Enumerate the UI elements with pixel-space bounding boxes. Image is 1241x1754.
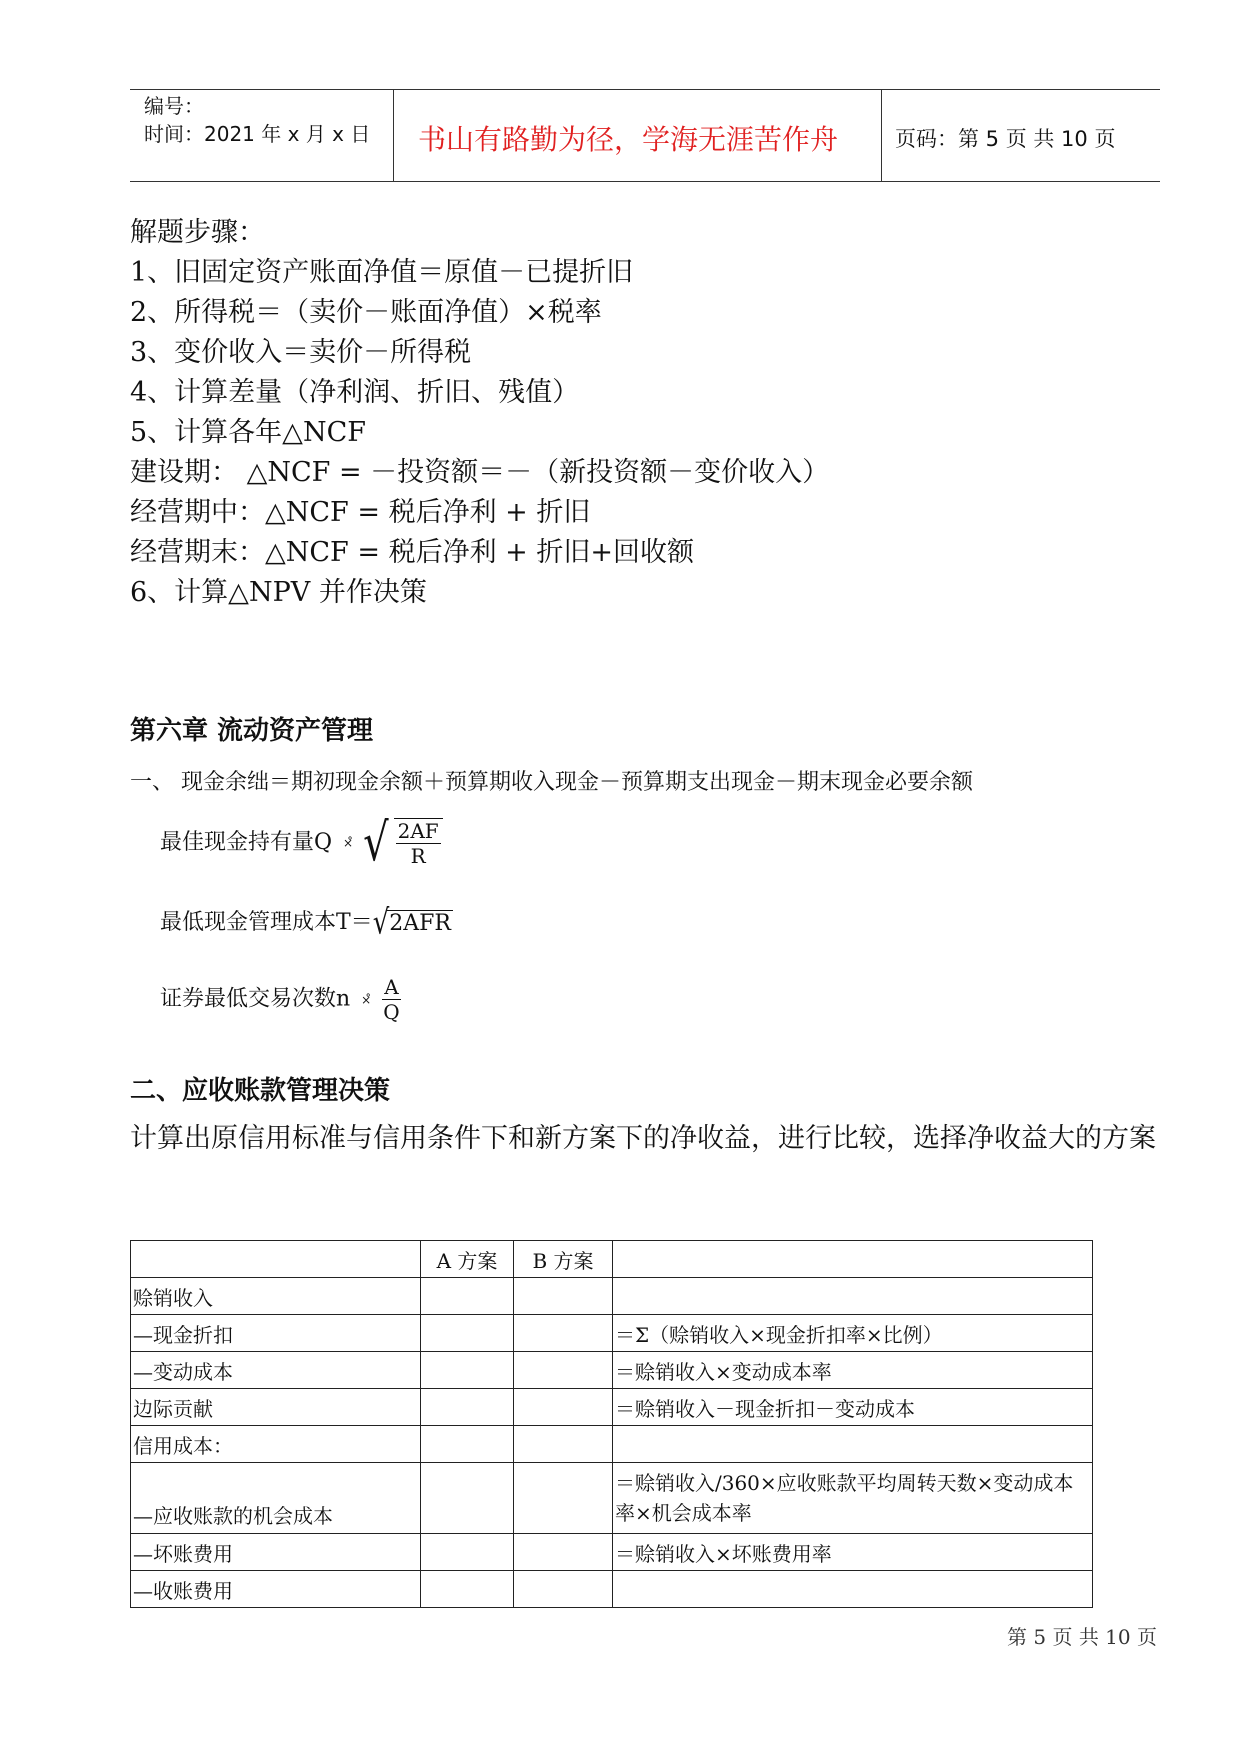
header-cell: B 方案 [514,1241,613,1278]
header-page-number: 页码：第 5 页 共 10 页 [895,127,1116,151]
step-line: 经营期中：△NCF = 税后净利 + 折旧 [130,497,591,528]
row-note: ＝Σ（赊销收入×现金折扣率×比例） [613,1315,1093,1352]
plan-b-cell [514,1278,613,1315]
table-row [131,1389,1093,1426]
header-cell [613,1241,1093,1278]
row-note [613,1426,1093,1463]
plan-b-cell [514,1571,613,1608]
header-cell [131,1241,421,1278]
header-divider-2 [881,89,882,182]
trade-count-formula [160,975,402,1024]
sqrt-symbol: √ [363,813,389,873]
plan-a-cell [421,1352,514,1389]
fraction [396,819,441,868]
plan-b-cell [514,1315,613,1352]
plan-b-cell [514,1534,613,1571]
row-label: 边际贡献 [131,1389,421,1426]
sqrt-radicand: 2AFR [389,911,451,936]
step-line: 1、旧固定资产账面净值＝原值－已提折旧 [130,257,634,288]
row-label: —坏账费用 [131,1534,421,1571]
step-line: 5、计算各年△NCF [130,417,366,448]
table-row [131,1278,1093,1315]
plan-a-cell [421,1278,514,1315]
header-divider-1 [393,89,394,182]
plan-a-cell [421,1389,514,1426]
table-row [131,1534,1093,1571]
sqrt-radicand [394,818,443,868]
approx-symbol: ×̊ [343,836,353,850]
plan-a-cell [421,1426,514,1463]
row-note: ＝赊销收入/360×应收账款平均周转天数×变动成本率×机会成本率 [613,1463,1093,1534]
credit-policy-table [130,1240,1093,1608]
steps-section [130,213,829,613]
table-row [131,1426,1093,1463]
steps-title: 解题步骤： [130,217,265,248]
approx-symbol: ×̊ [361,992,371,1007]
row-label: —现金折扣 [131,1315,421,1352]
row-label: —变动成本 [131,1352,421,1389]
step-line: 3、变价收入＝卖价－所得税 [130,337,472,368]
table-row [131,1352,1093,1389]
header-top-rule [130,89,1160,90]
table-row [131,1315,1093,1352]
serial-label: 编号： [144,94,204,118]
row-note: ＝赊销收入×变动成本率 [613,1352,1093,1389]
step-line: 6、计算△NPV 并作决策 [130,577,427,608]
plan-a-cell [421,1463,514,1534]
sqrt-symbol: √ [372,903,390,943]
plan-a-cell [421,1315,514,1352]
fraction-numerator: A [384,975,399,999]
page-footer: 第 5 页 共 10 页 [1007,1625,1157,1649]
plan-b-cell [514,1352,613,1389]
cash-balance-formula: 一、 现金余绌＝期初现金余额＋预算期收入现金－预算期支出现金－期末现金必要余额 [130,770,973,795]
step-line: 建设期： △NCF = －投资额＝－（新投资额－变价收入） [130,457,830,488]
formula-label: 证券最低交易次数n [160,986,351,1012]
table-row [131,1571,1093,1608]
fraction-numerator: 2AF [397,819,439,843]
plan-b-cell [514,1463,613,1534]
header-cell: A 方案 [421,1241,514,1278]
min-cost-formula [160,903,453,943]
step-line: 4、计算差量（净利润、折旧、残值） [130,377,580,408]
row-note: ＝赊销收入－现金折扣－变动成本 [613,1389,1093,1426]
plan-b-cell [514,1426,613,1463]
step-line: 2、所得税＝（卖价－账面净值）×税率 [130,297,602,328]
table-header-row [131,1241,1093,1278]
fraction-denominator: Q [383,1000,400,1024]
section2-paragraph: 计算出原信用标准与信用条件下和新方案下的净收益，进行比较，选择净收益大的方案 [130,1123,1156,1154]
row-note: ＝赊销收入×坏账费用率 [613,1534,1093,1571]
row-label: —应收账款的机会成本 [131,1463,421,1534]
section2-title: 二、应收账款管理决策 [130,1076,391,1106]
table-row [131,1463,1093,1534]
plan-a-cell [421,1571,514,1608]
header-motto: 书山有路勤为径，学海无涯苦作舟 [418,123,839,156]
header-bottom-rule [130,181,1160,182]
fraction-denominator: R [410,844,426,868]
row-note [613,1278,1093,1315]
formula-label: 最低现金管理成本T＝ [160,910,373,935]
row-label: 赊销收入 [131,1278,421,1315]
chapter6-title: 第六章 流动资产管理 [130,716,374,746]
plan-a-cell [421,1534,514,1571]
formula-label: 最佳现金持有量Q [160,830,333,855]
row-note [613,1571,1093,1608]
row-label: —收账费用 [131,1571,421,1608]
time-label: 时间：2021 年 x 月 x 日 [144,122,371,146]
fraction [381,975,401,1024]
step-line: 经营期末：△NCF = 税后净利 + 折旧+回收额 [130,537,694,568]
optimal-cash-formula [160,813,443,873]
plan-b-cell [514,1389,613,1426]
row-label: 信用成本： [131,1426,421,1463]
